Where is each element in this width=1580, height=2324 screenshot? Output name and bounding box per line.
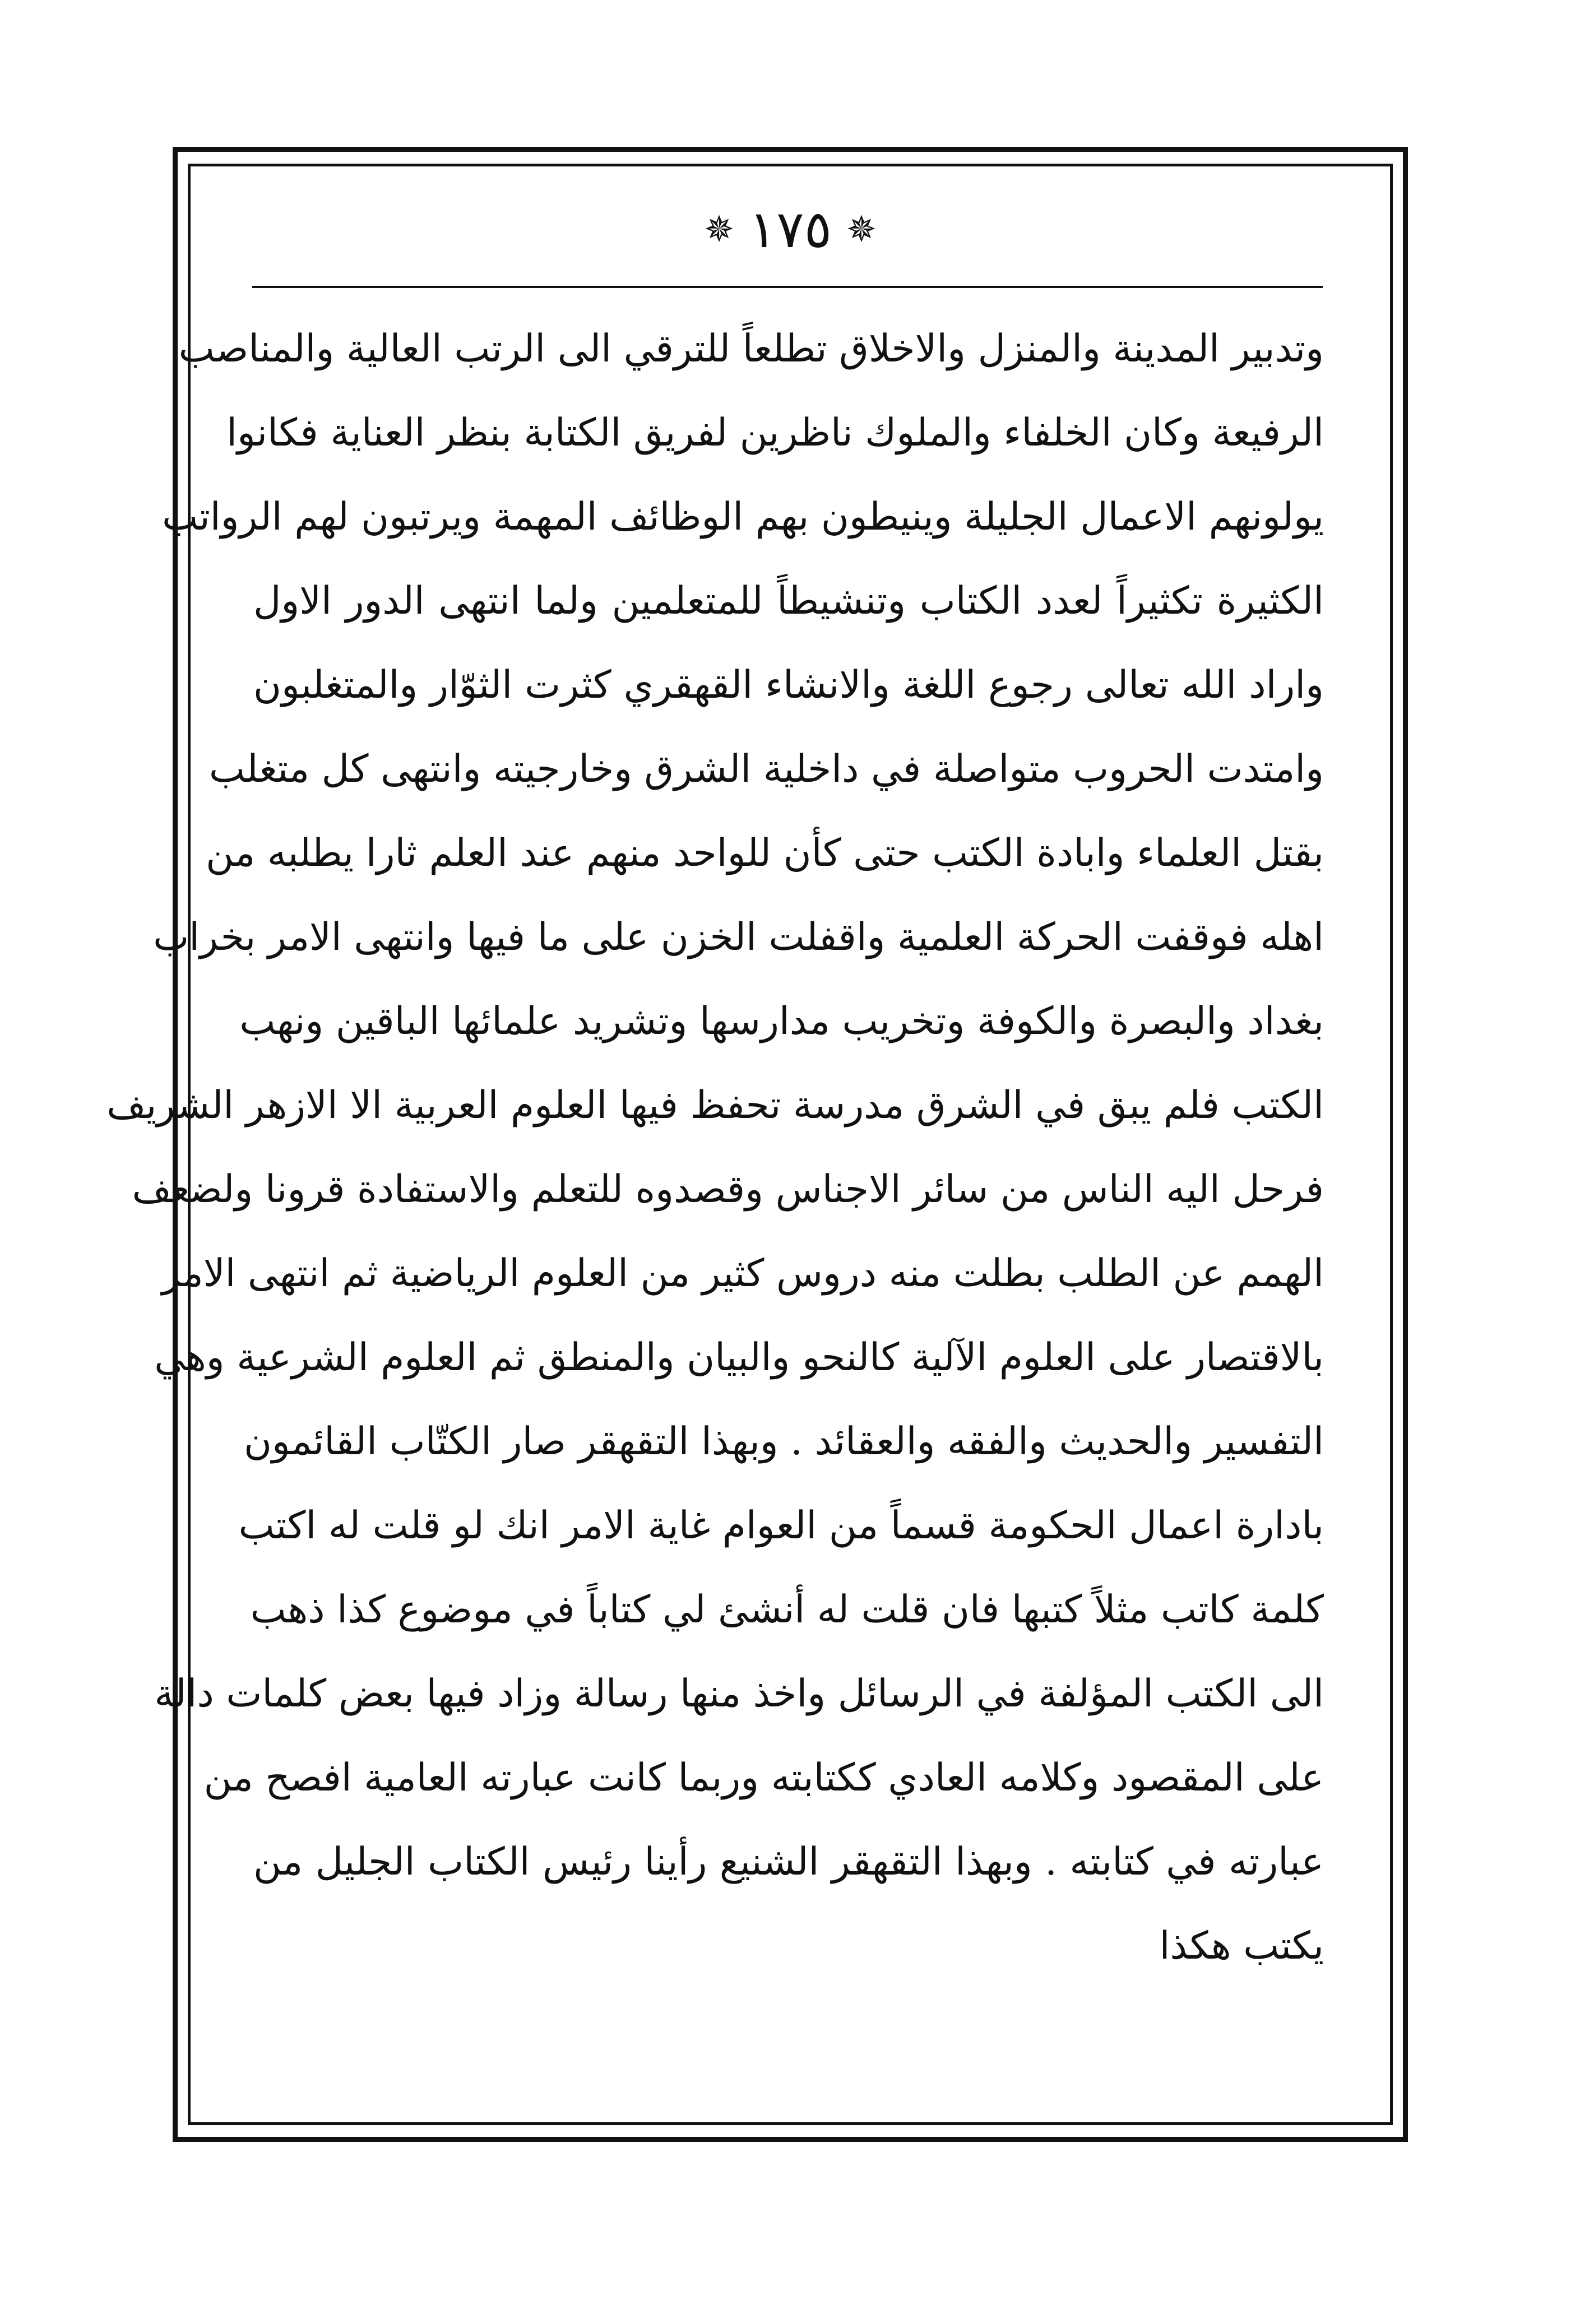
text-line: يولونهم الاعمال الجليلة وينيطون بهم الوظائف المهمة ويرتبون لهم الرواتب: [162, 495, 1324, 539]
text-line: اهله فوقفت الحركة العلمية واقفلت الخزن على ما فيها وانتهى الامر بخراب: [153, 915, 1324, 959]
text-line: يكتب هكذا: [1159, 1924, 1324, 1968]
text-line: الرفيعة وكان الخلفاء والملوك ناظرين لفريق الكتابة بنظر العناية فكانوا: [226, 411, 1324, 455]
text-line: عبارته في كتابته . وبهذا التقهقر الشنيع رأينا رئيس الكتاب الجليل من: [253, 1840, 1324, 1884]
ornament-right-icon: ✵: [846, 209, 877, 251]
text-line: وتدبير المدينة والمنزل والاخلاق تطلعاً للترقي الى الرتب العالية والمناصب: [178, 327, 1324, 371]
text-line: الكتب فلم يبق في الشرق مدرسة تحفظ فيها العلوم العربية الا الازهر الشريف: [106, 1083, 1324, 1128]
text-line: الى الكتب المؤلفة في الرسائل واخذ منها رسالة وزاد فيها بعض كلمات دالة: [154, 1672, 1324, 1716]
text-line: وامتدت الحروب متواصلة في داخلية الشرق وخارجيته وانتهى كل متغلب: [209, 747, 1324, 791]
text-line: بغداد والبصرة والكوفة وتخريب مدارسها وتشريد علمائها الباقين ونهب: [239, 999, 1324, 1043]
body-text: [106, 307, 1324, 2100]
text-line: بالاقتصار على العلوم الآلية كالنحو والبيان والمنطق ثم العلوم الشرعية وهي: [154, 1335, 1324, 1380]
text-line: واراد الله تعالى رجوع اللغة والانشاء القهقري كثرت الثوّار والمتغلبون: [253, 663, 1324, 707]
text-line: على المقصود وكلامه العادي ككتابته وربما كانت عبارته العامية افصح من: [203, 1756, 1324, 1800]
text-line: فرحل اليه الناس من سائر الاجناس وقصدوه للتعلم والاستفادة قرونا ولضعف: [132, 1167, 1324, 1212]
header-rule: [252, 286, 1323, 288]
text-line: الهمم عن الطلب بطلت منه دروس كثير من العلوم الرياضية ثم انتهى الامر: [161, 1251, 1324, 1296]
text-line: كلمة كاتب مثلاً كتبها فان قلت له أنشئ لي كتاباً في موضوع كذا ذهب: [250, 1588, 1324, 1632]
page-number: ١٧٥: [748, 200, 832, 259]
text-line: التفسير والحديث والفقه والعقائد . وبهذا التقهقر صار الكتّاب القائمون: [243, 1420, 1324, 1464]
ornament-left-icon: ✵: [704, 209, 734, 251]
page-header: [188, 185, 1393, 275]
text-line: الكثيرة تكثيراً لعدد الكتاب وتنشيطاً للمتعلمين ولما انتهى الدور الاول: [253, 579, 1324, 623]
text-line: بادارة اعمال الحكومة قسماً من العوام غاية الامر انك لو قلت له اكتب: [238, 1504, 1324, 1548]
text-line: بقتل العلماء وابادة الكتب حتى كأن للواحد منهم عند العلم ثارا يطلبه من: [206, 831, 1324, 875]
